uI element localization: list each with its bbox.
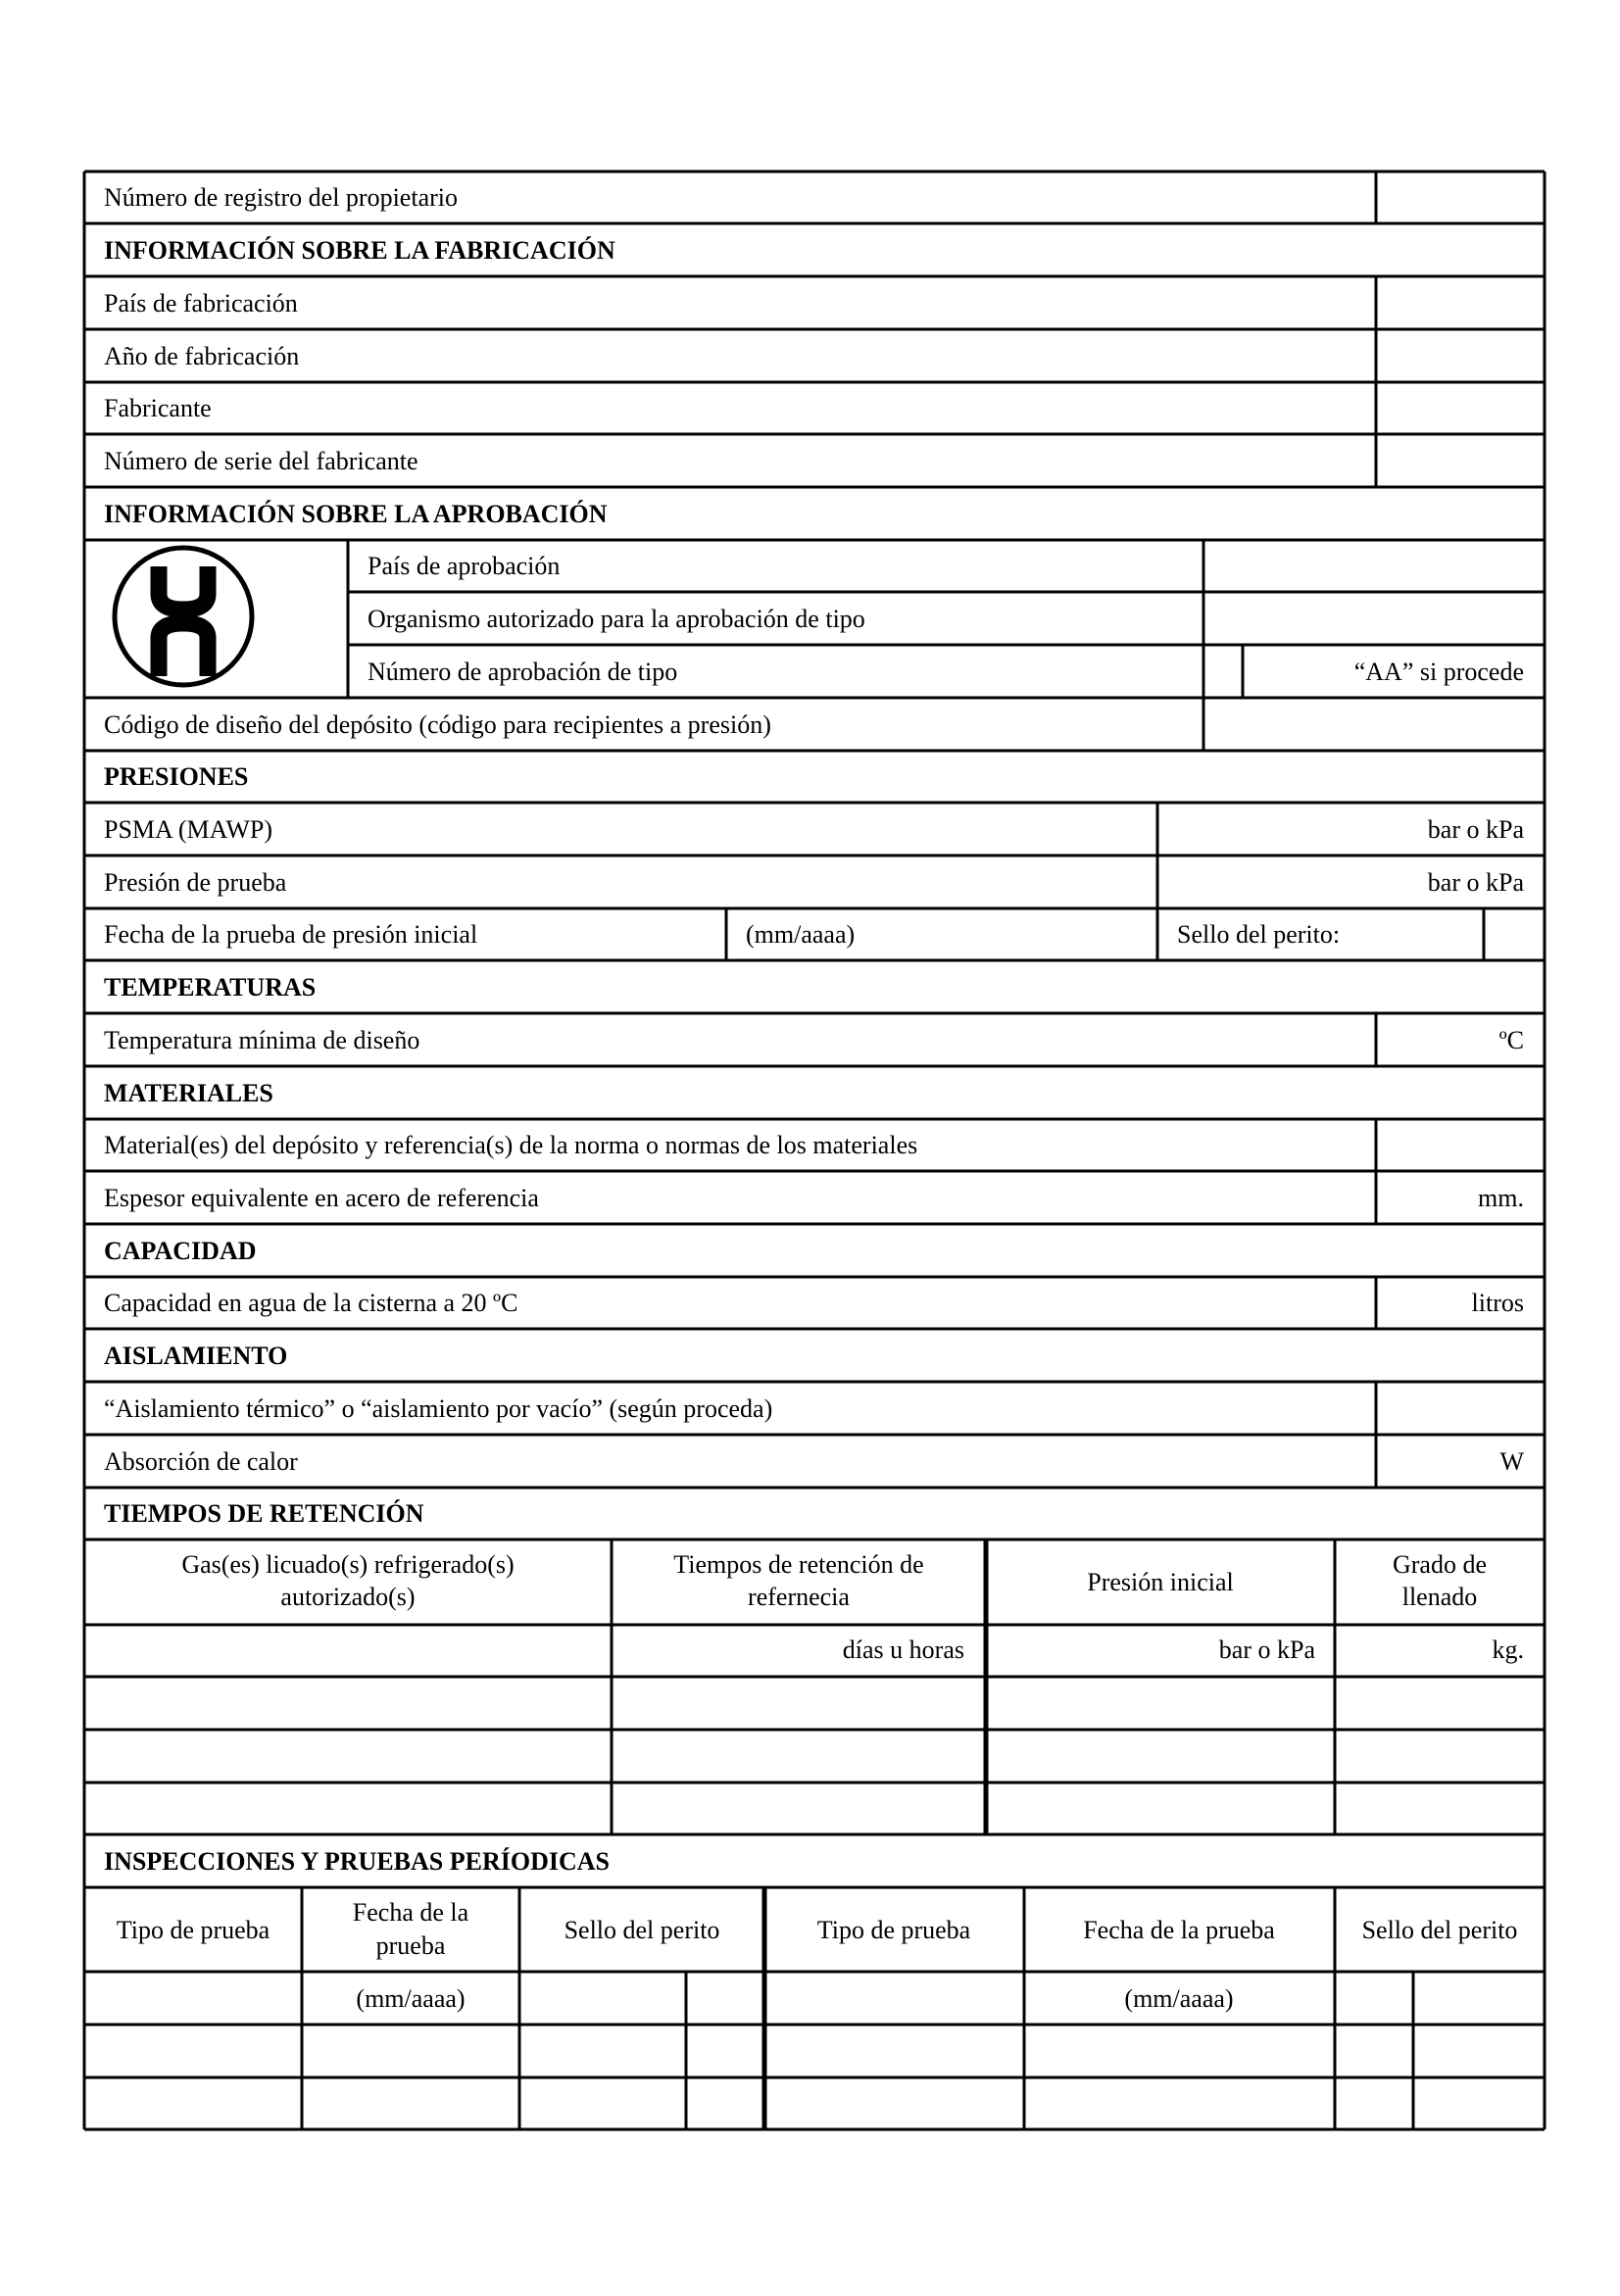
test-type-column-header-1: Tipo de prueba [116, 1916, 270, 1944]
gas-column-header-line-2: autorizado(s) [280, 1583, 416, 1611]
year-of-manufacture-field[interactable] [1378, 331, 1543, 380]
periodic-inspections-heading: INSPECCIONES Y PRUEBAS PERÍODICAS [104, 1847, 611, 1876]
design-code-label: Código de diseño del depósito (código para recipientes a presión) [104, 710, 771, 739]
gas-column-header-line-1: Gas(es) licuado(s) refrigerado(s) [181, 1550, 515, 1579]
approval-country-field[interactable] [1205, 542, 1543, 590]
manufacturer-field[interactable] [1378, 384, 1543, 432]
initial-pressure-column-header: Presión inicial [1087, 1568, 1234, 1596]
manufacturer-serial-field[interactable] [1378, 436, 1543, 485]
un-logo [115, 548, 252, 685]
materials-heading: MATERIALES [104, 1079, 273, 1107]
seal-column-header-2: Sello del perito [1361, 1916, 1518, 1944]
holding-times-heading: TIEMPOS DE RETENCIÓN [104, 1499, 424, 1528]
min-design-temperature-label: Temperatura mínima de diseño [104, 1026, 420, 1054]
holding-time-column-header-line-1: Tiempos de retención de [673, 1550, 924, 1579]
heat-influx-label: Absorción de calor [104, 1447, 298, 1476]
test-pressure-label: Presión de prueba [104, 868, 287, 897]
filling-degree-column-header-line-1: Grado de [1392, 1550, 1488, 1579]
holding-time-unit: días u horas [842, 1636, 964, 1664]
holding-time-column-header-line-2: refernecia [748, 1583, 850, 1611]
initial-test-date-label: Fecha de la prueba de presión inicial [104, 920, 478, 949]
country-of-manufacture-field[interactable] [1378, 278, 1543, 327]
filling-degree-unit: kg. [1492, 1636, 1524, 1664]
pressures-heading: PRESIONES [104, 762, 249, 791]
test-date-format-2: (mm/aaaa) [1124, 1984, 1234, 2013]
approval-body-label: Organismo autorizado para la aprobación de tipo [368, 605, 865, 633]
insulation-type-field[interactable] [1378, 1384, 1543, 1433]
approval-country-label: País de aprobación [368, 552, 561, 580]
test-pressure-unit: bar o kPa [1427, 868, 1524, 897]
thickness-unit: mm. [1478, 1184, 1524, 1212]
temperatures-heading: TEMPERATURAS [104, 973, 317, 1001]
temperature-unit: ºC [1498, 1026, 1524, 1054]
filling-degree-column-header-line-2: llenado [1401, 1583, 1478, 1611]
design-code-field[interactable] [1205, 700, 1543, 749]
capacity-unit: litros [1471, 1289, 1524, 1317]
mawp-label: PSMA (MAWP) [104, 815, 273, 844]
manufacturing-heading: INFORMACIÓN SOBRE LA FABRICACIÓN [104, 236, 615, 265]
test-date-format-1: (mm/aaaa) [356, 1984, 466, 2013]
year-of-manufacture-label: Año de fabricación [104, 342, 300, 370]
surveyor-seal-field[interactable] [1486, 910, 1543, 958]
owner-registration-label: Número de registro del propietario [104, 183, 458, 212]
holding-times-entry-cells[interactable] [86, 1627, 610, 1832]
country-of-manufacture-label: País de fabricación [104, 289, 298, 318]
mawp-unit: bar o kPa [1427, 815, 1524, 844]
initial-pressure-unit: bar o kPa [1218, 1636, 1315, 1664]
approval-heading: INFORMACIÓN SOBRE LA APROBACIÓN [104, 500, 608, 528]
water-capacity-label: Capacidad en agua de la cisterna a 20 ºC [104, 1289, 518, 1317]
test-date-column-header-2: Fecha de la prueba [1083, 1916, 1275, 1944]
shell-materials-label: Material(es) del depósito y referencia(s) de la norma o normas de los materiales [104, 1131, 918, 1159]
equivalent-thickness-label: Espesor equivalente en acero de referencia [104, 1184, 539, 1212]
insulation-heading: AISLAMIENTO [104, 1342, 288, 1370]
manufacturer-label: Fabricante [104, 394, 212, 422]
seal-column-header-1: Sello del perito [564, 1916, 720, 1944]
surveyor-seal-label: Sello del perito: [1177, 920, 1341, 949]
aa-note: “AA” si procede [1353, 658, 1524, 686]
manufacturer-serial-label: Número de serie del fabricante [104, 447, 418, 475]
test-date-column-header-1-line-2: prueba [375, 1931, 446, 1960]
periodic-inspections-entry-cells[interactable] [86, 1974, 300, 2127]
approval-body-field[interactable] [1205, 594, 1543, 643]
owner-registration-field[interactable] [1378, 173, 1543, 221]
test-date-column-header-1-line-1: Fecha de la [352, 1898, 469, 1927]
initial-test-date-format: (mm/aaaa) [746, 920, 856, 949]
type-approval-number-label: Número de aprobación de tipo [368, 658, 678, 686]
capacity-heading: CAPACIDAD [104, 1237, 257, 1265]
test-type-column-header-2: Tipo de prueba [816, 1916, 971, 1944]
heat-influx-unit: W [1499, 1447, 1524, 1476]
shell-materials-field[interactable] [1378, 1121, 1543, 1169]
insulation-type-label: “Aislamiento térmico” o “aislamiento por vacío” (según proceda) [104, 1394, 773, 1423]
